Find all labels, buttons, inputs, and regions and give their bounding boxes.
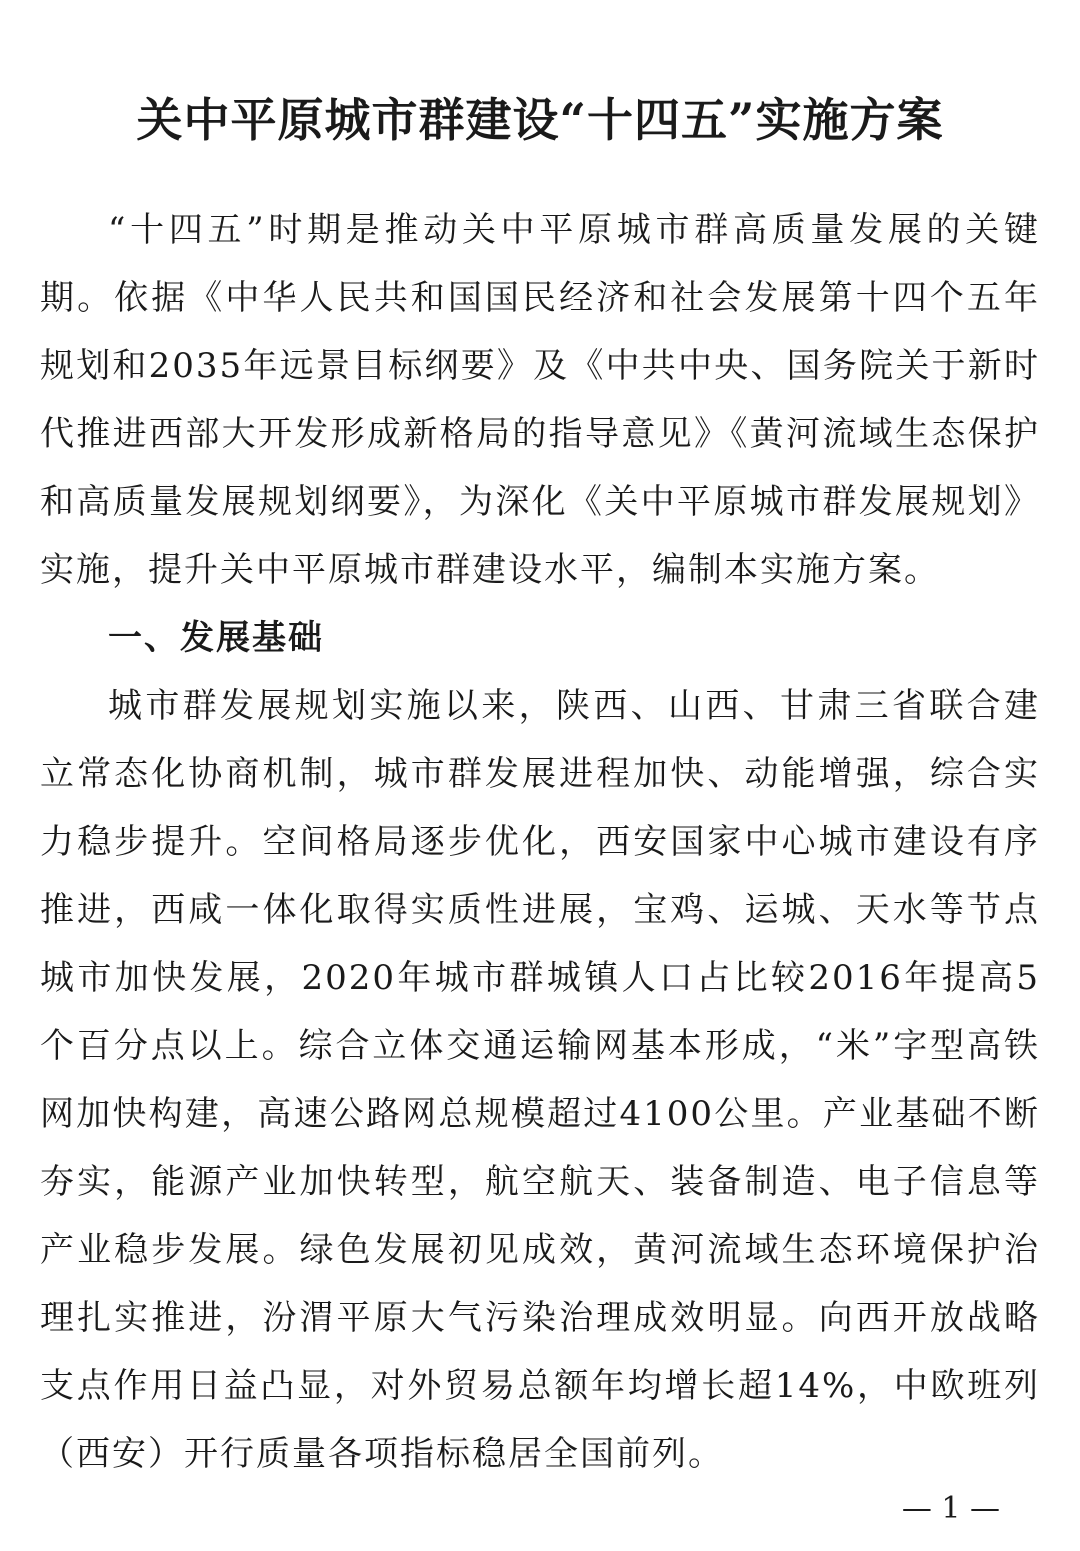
intro-paragraph: “十四五”时期是推动关中平原城市群高质量发展的关键期。依据《中华人民共和国国民经济和社会发展第十四个五年规划和2035年远景目标纲要》及《中共中央、国务院关于新时代推进西部大开发形成新格局的指导意见》《黄河流域生态保护和高质量发展规划纲要》，为深化《关中平原城市群发展规划》实施，提升关中平原城市群建设水平，编制本实施方案。 — [40, 210, 1040, 590]
document-body — [40, 196, 1040, 1488]
section-heading-development-foundation: 一、发展基础 — [108, 618, 324, 658]
development-foundation-paragraph: 城市群发展规划实施以来，陕西、山西、甘肃三省联合建立常态化协商机制，城市群发展进程加快、动能增强，综合实力稳步提升。空间格局逐步优化，西安国家中心城市建设有序推进，西咸一体化取得实质性进展，宝鸡、运城、天水等节点城市加快发展，2020年城市群城镇人口占比较2016年提高5个百分点以上。综合立体交通运输网基本形成，“米”字型高铁网加快构建，高速公路网总规模超过4100公里。产业基础不断夯实，能源产业加快转型，航空航天、装备制造、电子信息等产业稳步发展。绿色发展初见成效，黄河流域生态环境保护治理扎实推进，汾渭平原大气污染治理成效明显。向西开放战略支点作用日益凸显，对外贸易总额年均增长超14%，中欧班列（西安）开行质量各项指标稳居全国前列。 — [40, 686, 1040, 1474]
page-number: — 1 — — [901, 1491, 1000, 1526]
document-title: 关中平原城市群建设“十四五”实施方案 — [136, 92, 944, 147]
